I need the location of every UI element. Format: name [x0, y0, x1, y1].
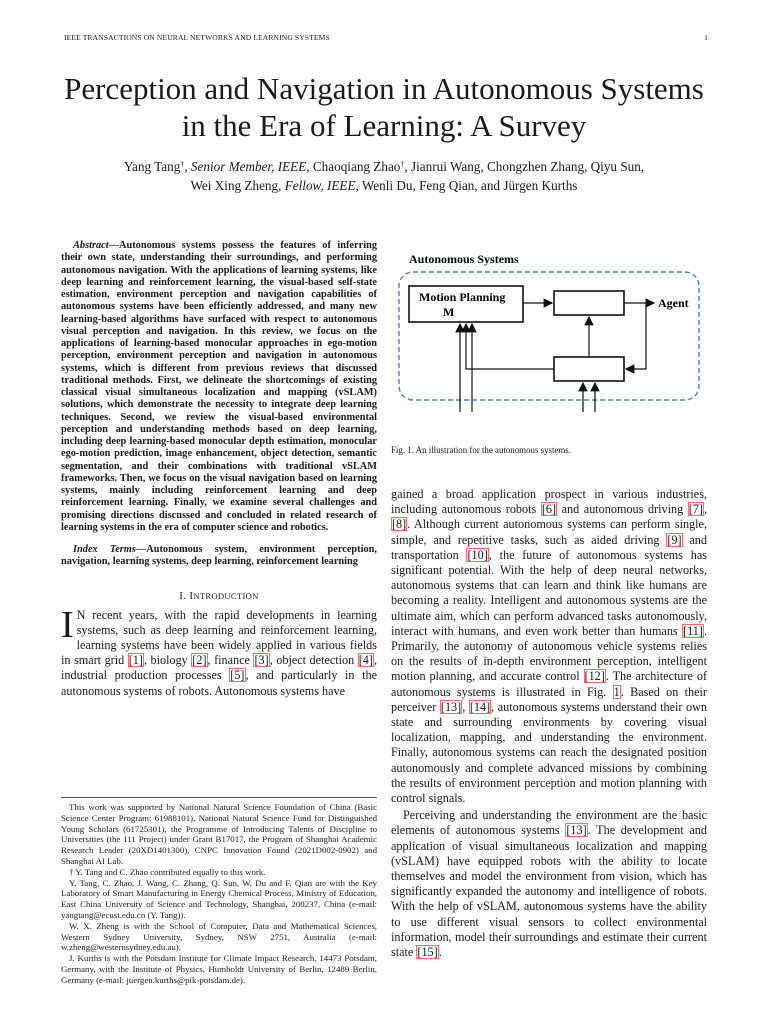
citation-link[interactable]: [1]	[128, 653, 143, 668]
author-mark: †	[180, 160, 185, 169]
author: Wei Xing Zheng, Fellow, IEEE	[190, 177, 356, 193]
citation-link[interactable]: [2]	[192, 653, 207, 668]
section-title-first: I	[189, 589, 194, 602]
body-text: . The development and application of visual simultaneous localization and mapping (vSLAM) have equipped robots with the ability to locate themselves and model the environment from vision, which has significantly expanded the autonomy and intelligence of robots. With the help of vSLAM, autonomous systems have the ability to use different visual sensors to collect environmental information, model their surroundings and estimate their current state	[391, 823, 707, 960]
footnote: W. X. Zheng is with the School of Computer, Data and Mathematical Sciences, Western Sydney University, Sydney, NSW 2751, Australia (e-mail: w.zheng@westernsydney.edu.au).	[61, 920, 377, 953]
arrow-perception-to-planning	[466, 324, 554, 369]
author-list: Yang Tang†, Senior Member, IEEE, Chaoqiang Zhao†, Jianrui Wang, Chongzhen Zhang, Qiyu Sun, Wei Xing Zheng, Fellow, IEEE, Wenli Du, Feng Qian, and Jürgen Kurths	[123, 159, 645, 193]
controller-block	[554, 291, 624, 315]
section-numeral: I.	[179, 589, 187, 602]
index-terms-label: Index Terms	[73, 544, 136, 555]
autonomous-systems-diagram	[396, 250, 708, 420]
footnote: This work was supported by National Natural Science Foundation of China (Basic Science Center Program: 61988101), National Natural Science Fund for Distinguished Young Scholars (61725301), the Programme of Introducing Talents of Discipline to Universities (the 111 Project) under Grant B17017, the Program of Shanghai Academic Research Leader (20XD1401300), CNPC Innovation Found (2021D002-0902) and Shanghai AI Lab.	[61, 802, 377, 866]
section-heading-introduction	[61, 590, 377, 602]
body-text: .	[438, 945, 442, 960]
citation-link[interactable]: [4]	[358, 653, 373, 668]
author	[313, 159, 405, 174]
body-text: , and particularly in the autonomous systems of robots. Autonomous systems have	[61, 668, 377, 698]
author-name: Jianrui Wang	[411, 159, 481, 174]
body-text: gained a broad application prospect in various industries, including autonomous robots	[391, 487, 707, 517]
title-line-2: in the Era of Learning: A Survey	[181, 108, 587, 143]
abstract	[61, 240, 377, 534]
author-mark: †	[400, 160, 405, 169]
body-text: ,	[703, 502, 707, 517]
citation-link[interactable]: [6]	[541, 502, 557, 517]
abstract-label: Abstract	[73, 240, 109, 251]
intro-paragraph-2	[391, 808, 707, 960]
citation-link[interactable]: [8]	[392, 517, 407, 532]
motion-planning-symbol: M	[443, 305, 455, 319]
figure-1	[396, 250, 708, 420]
motion-planning-label: Motion Planning	[419, 290, 506, 304]
body-text: and autonomous driving	[557, 502, 688, 517]
author-name: Jürgen Kurths	[503, 177, 578, 193]
author-name: Chaoqiang Zhao	[312, 159, 401, 174]
citation-link[interactable]: [7]	[688, 502, 703, 517]
feedback-agent-to-perception	[626, 303, 646, 369]
figure-caption: Fig. 1. An illustration for the autonomous systems.	[391, 445, 571, 455]
page-number: 1	[704, 33, 708, 42]
body-text: Perceiving and understanding the environment are the basic elements of autonomous systems	[391, 808, 707, 838]
body-text: N recent years, with the rapid developments in learning systems, such as deep learning and reinforcement learning, learning systems have been widely applied in various fields in smart grid	[61, 607, 377, 668]
author: Yang Tang†, Senior Member, IEEE	[123, 159, 307, 174]
citation-link[interactable]: [3]	[254, 653, 269, 668]
intro-paragraph-1-continued	[391, 487, 707, 806]
citation-link[interactable]: [14]	[469, 699, 491, 714]
citation-link[interactable]: [11]	[683, 623, 703, 638]
body-text: , object detection	[269, 653, 358, 668]
body-text: , finance	[207, 653, 254, 668]
index-terms	[61, 544, 377, 569]
section-title-rest: NTRODUCTION	[193, 590, 259, 601]
journal-name: IEEE TRANSACTIONS ON NEURAL NETWORKS AND LEARNING SYSTEMS	[64, 33, 330, 42]
abstract-text: —Autonomous systems possess the features of inferring their own state, understanding their surroundings, and performing autonomous navigation. With the applications of learning systems, like deep learning and reinforcement learning, the visual-based self-state estimation, environment perception and navigation capabilities of autonomous systems have been efficiently addressed, and many new learning-based algorithms have surfaced with respect to autonomous visual perception and navigation. In this review, we focus on the applications of learning-based monocular approaches in ego-motion perception, environment perception and navigation in autonomous systems, which is different from previous reviews that discussed traditional methods. First, we delineate the shortcomings of existing classical visual simultaneous localization and mapping (vSLAM) solutions, which demonstrate the necessity to integrate deep learning techniques. Second, we review the visual-based environmental perception and understanding methods based on deep learning, including deep learning-based monocular depth estimation, monocular ego-motion prediction, image enhancement, object detection, semantic segmentation, and their combinations with traditional vSLAM frameworks. Then, we focus on the visual navigation based on learning systems, mainly including reinforcement learning and deep reinforcement learning. Finally, we examine several challenges and promising directions discussed and concluded in related research of learning systems in the era of computer science and robotics.	[61, 240, 377, 533]
title-line-1: Perception and Navigation in Autonomous Systems	[64, 71, 704, 106]
footnote: J. Kurths is with the Potsdam Institute for Climate Impact Research, 14473 Potsdam, Germany, with the Institute of Physics, Humboldt University of Berlin, 12489 Berlin, Germany (e-mail: juergen.kurths@pik-potsdam.de).	[61, 953, 377, 985]
author-name: Wenli Du	[361, 177, 413, 193]
author-name: Feng Qian	[419, 177, 475, 193]
left-column	[61, 240, 377, 699]
author-name: Qiyu Sun	[590, 159, 641, 174]
citation-link[interactable]: [10]	[467, 547, 488, 562]
intro-paragraph-1	[61, 603, 377, 699]
body-text: ,	[462, 699, 469, 714]
author-membership: Fellow, IEEE	[284, 177, 356, 193]
body-text: and transportation	[391, 532, 707, 562]
author	[362, 178, 413, 193]
body-text: . The architecture of autonomous systems is illustrated in Fig.	[391, 669, 708, 699]
citation-link[interactable]: [13]	[566, 823, 587, 838]
diagram-heading: Autonomous Systems	[409, 252, 519, 266]
author	[411, 159, 480, 174]
agent-label: Agent	[658, 296, 689, 310]
body-text: , industrial production processes	[61, 653, 377, 683]
footnote: Y. Tang, C. Zhao, J. Wang, C. Zhang, Q. Sun, W. Du and F. Qian are with the Key Laboratory of Smart Manufacturing in Energy Chemical Process, Ministry of Education, East China University of Science and Technology, Shanghai, 200237, China (e-mail: yangtang@ecust.edu.cn (Y. Tang)).	[61, 877, 377, 920]
paper-title	[40, 70, 728, 144]
body-text: , autonomous systems understand their own state and surrounding environments by covering visual localization, mapping, and understanding the environment. Finally, autonomous systems can reach the designated position autonomously and complete advanced missions by combining the results of environment perception and motion planning with control signals.	[391, 699, 708, 806]
body-text: . Based on their perceiver	[391, 684, 707, 714]
footnotes	[61, 797, 377, 986]
running-head	[64, 33, 708, 45]
citation-link[interactable]: [13]	[440, 699, 462, 714]
right-column	[391, 487, 707, 960]
citation-link[interactable]: [9]	[667, 532, 682, 547]
author	[591, 159, 641, 174]
author	[503, 178, 577, 193]
body-text: , the future of autonomous systems has significant potential. With the help of deep neural networks, autonomous systems that can learn and think like humans are becoming a reality. Intelligent and autonomous systems are the ultimate aim, which can perform advanced tasks autonomously, interact with humans, and even work better than humans	[391, 547, 707, 638]
citation-link[interactable]: 1	[613, 684, 620, 699]
author	[487, 159, 584, 174]
citation-link[interactable]: [5]	[230, 668, 245, 683]
body-text: . Primarily, the autonomy of autonomous vehicle systems relies on the results of in-depth environment perception, intelligent motion planning, and accurate control	[391, 623, 707, 684]
index-terms-text: —Autonomous system, environment perception, navigation, learning systems, deep learning, reinforcement learning	[61, 544, 377, 568]
body-text: , biology	[143, 653, 192, 668]
author	[419, 178, 474, 193]
perception-block	[554, 357, 624, 381]
author-name: Wei Xing Zheng	[190, 177, 279, 193]
author-name: Yang Tang	[123, 159, 181, 174]
citation-link[interactable]: [12]	[584, 669, 605, 684]
drop-cap: I	[61, 603, 74, 646]
citation-link[interactable]: [15]	[417, 945, 438, 960]
footnote: † Y. Tang and C. Zhao contributed equally to this work.	[69, 866, 266, 877]
body-text: . Although current autonomous systems can perform single, simple, and repetitive tasks, such as aided driving	[391, 517, 707, 547]
author-membership: Senior Member, IEEE	[190, 159, 307, 174]
author-name: Chongzhen Zhang	[486, 159, 585, 174]
